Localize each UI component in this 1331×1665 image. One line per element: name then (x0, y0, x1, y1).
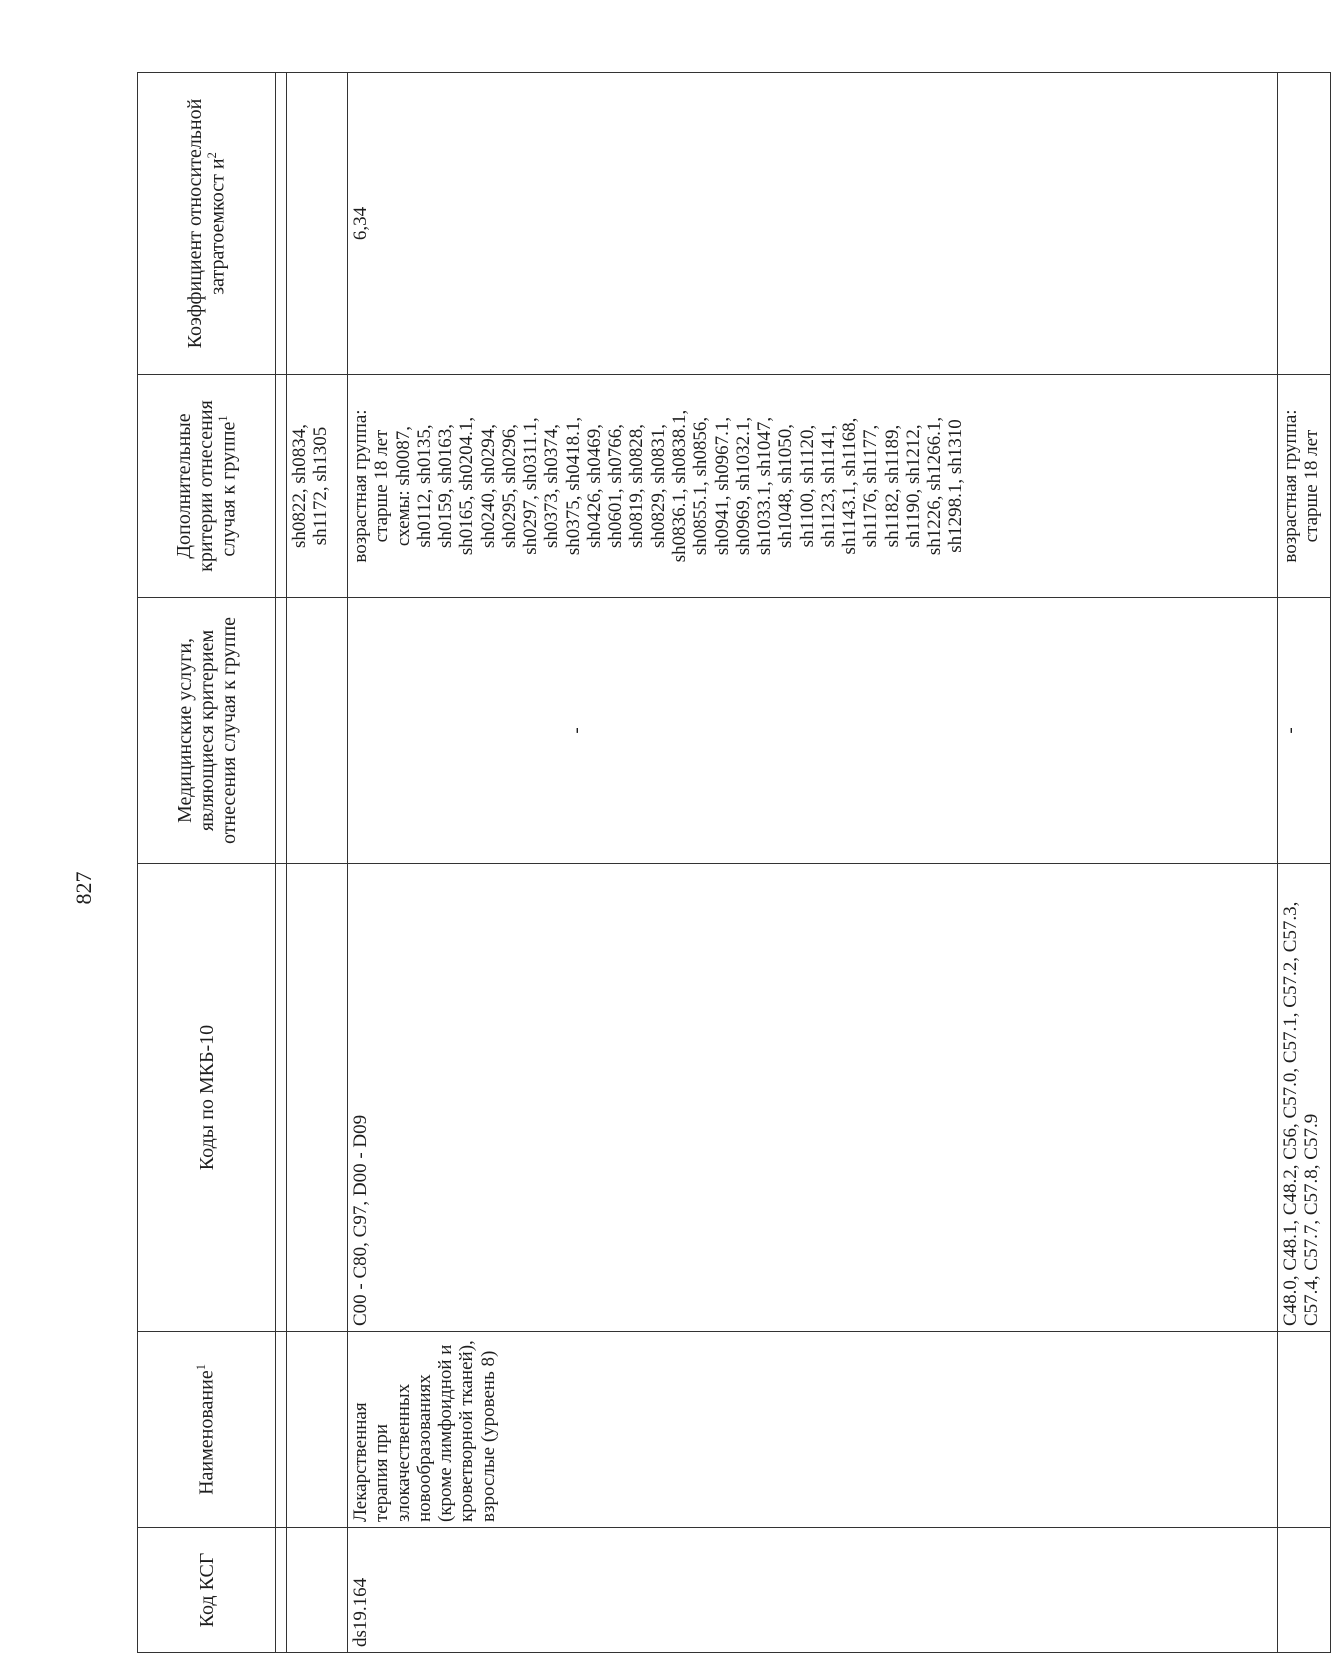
cell-mkb: C00 - C80, C97, D00 - D09 (348, 864, 1278, 1332)
page-number-text: 827 (71, 871, 96, 905)
cell-coef (1278, 73, 1331, 375)
cell-services: - (348, 598, 1278, 864)
cell-name (287, 1332, 348, 1528)
cell-coef (287, 73, 348, 375)
cell-criteria: возрастная группа: старше 18 лет (1278, 375, 1331, 598)
page-number (70, 858, 98, 918)
cell-code: ds19.164 (348, 1528, 1278, 1653)
rotated-page (137, 73, 1323, 1653)
cell-criteria: возрастная группа: старше 18 лет схемы: sh0087, sh0112, sh0135, sh0159, sh0163, sh0165, sh0204.1, sh0240, sh0294, sh0295, sh0296, sh0297, sh0311.1, sh0373, sh0374, sh0375, sh0418.1, sh0426, sh0469, sh0601, sh0766, sh0819, sh0828, sh0829, sh0831, sh0836.1, sh0838.1, sh0855.1, sh0856, sh0941, sh0967.1, sh0969, sh1032.1, sh1033.1, sh1047, sh1048, sh1050, sh1100, sh1120, sh1123, sh1141, sh1143.1, sh1168, sh1176, sh1177, sh1182, sh1189, sh1190, sh1212, sh1226, sh1266.1, sh1298.1, sh1310 (348, 375, 1278, 598)
header-criteria: Дополнительные критерии отнесения случая к группе$^1$ (138, 375, 276, 598)
cell-services (287, 598, 348, 864)
cell-name (1278, 1332, 1331, 1528)
cell-code (287, 1528, 348, 1653)
cell-criteria: sh0822, sh0834, sh1172, sh1305 (287, 375, 348, 598)
table-row-ds19-164 (348, 73, 1278, 1653)
cell-coef: 6,34 (348, 73, 1278, 375)
header-mkb: Коды по МКБ-10 (138, 864, 276, 1332)
cell-name: Лекарственная терапия при злокачественных новообразованиях (кроме лимфоидной и кроветворной тканей), взрослые (уровень 8) (348, 1332, 1278, 1528)
ksg-table (137, 72, 1331, 1653)
spacer-row (276, 73, 287, 1653)
cell-code (1278, 1528, 1331, 1653)
table-row-continuation (287, 73, 348, 1653)
header-services: Медицинские услуги, являющиеся критерием отнесения случая к группе (138, 598, 276, 864)
header-name: Наименование$^1$ (138, 1332, 276, 1528)
cell-services: - (1278, 598, 1331, 864)
cell-mkb (287, 864, 348, 1332)
header-coef: Коэффициент относительной затратоемкост $и^2$ (138, 73, 276, 375)
cell-mkb: C48.0, C48.1, C48.2, C56, C57.0, C57.1, C57.2, C57.3, C57.4, C57.7, C57.8, C57.9 (1278, 864, 1331, 1332)
table-row-next (1278, 73, 1331, 1653)
table-header-row (138, 73, 276, 1653)
header-code: Код КСГ (138, 1528, 276, 1653)
